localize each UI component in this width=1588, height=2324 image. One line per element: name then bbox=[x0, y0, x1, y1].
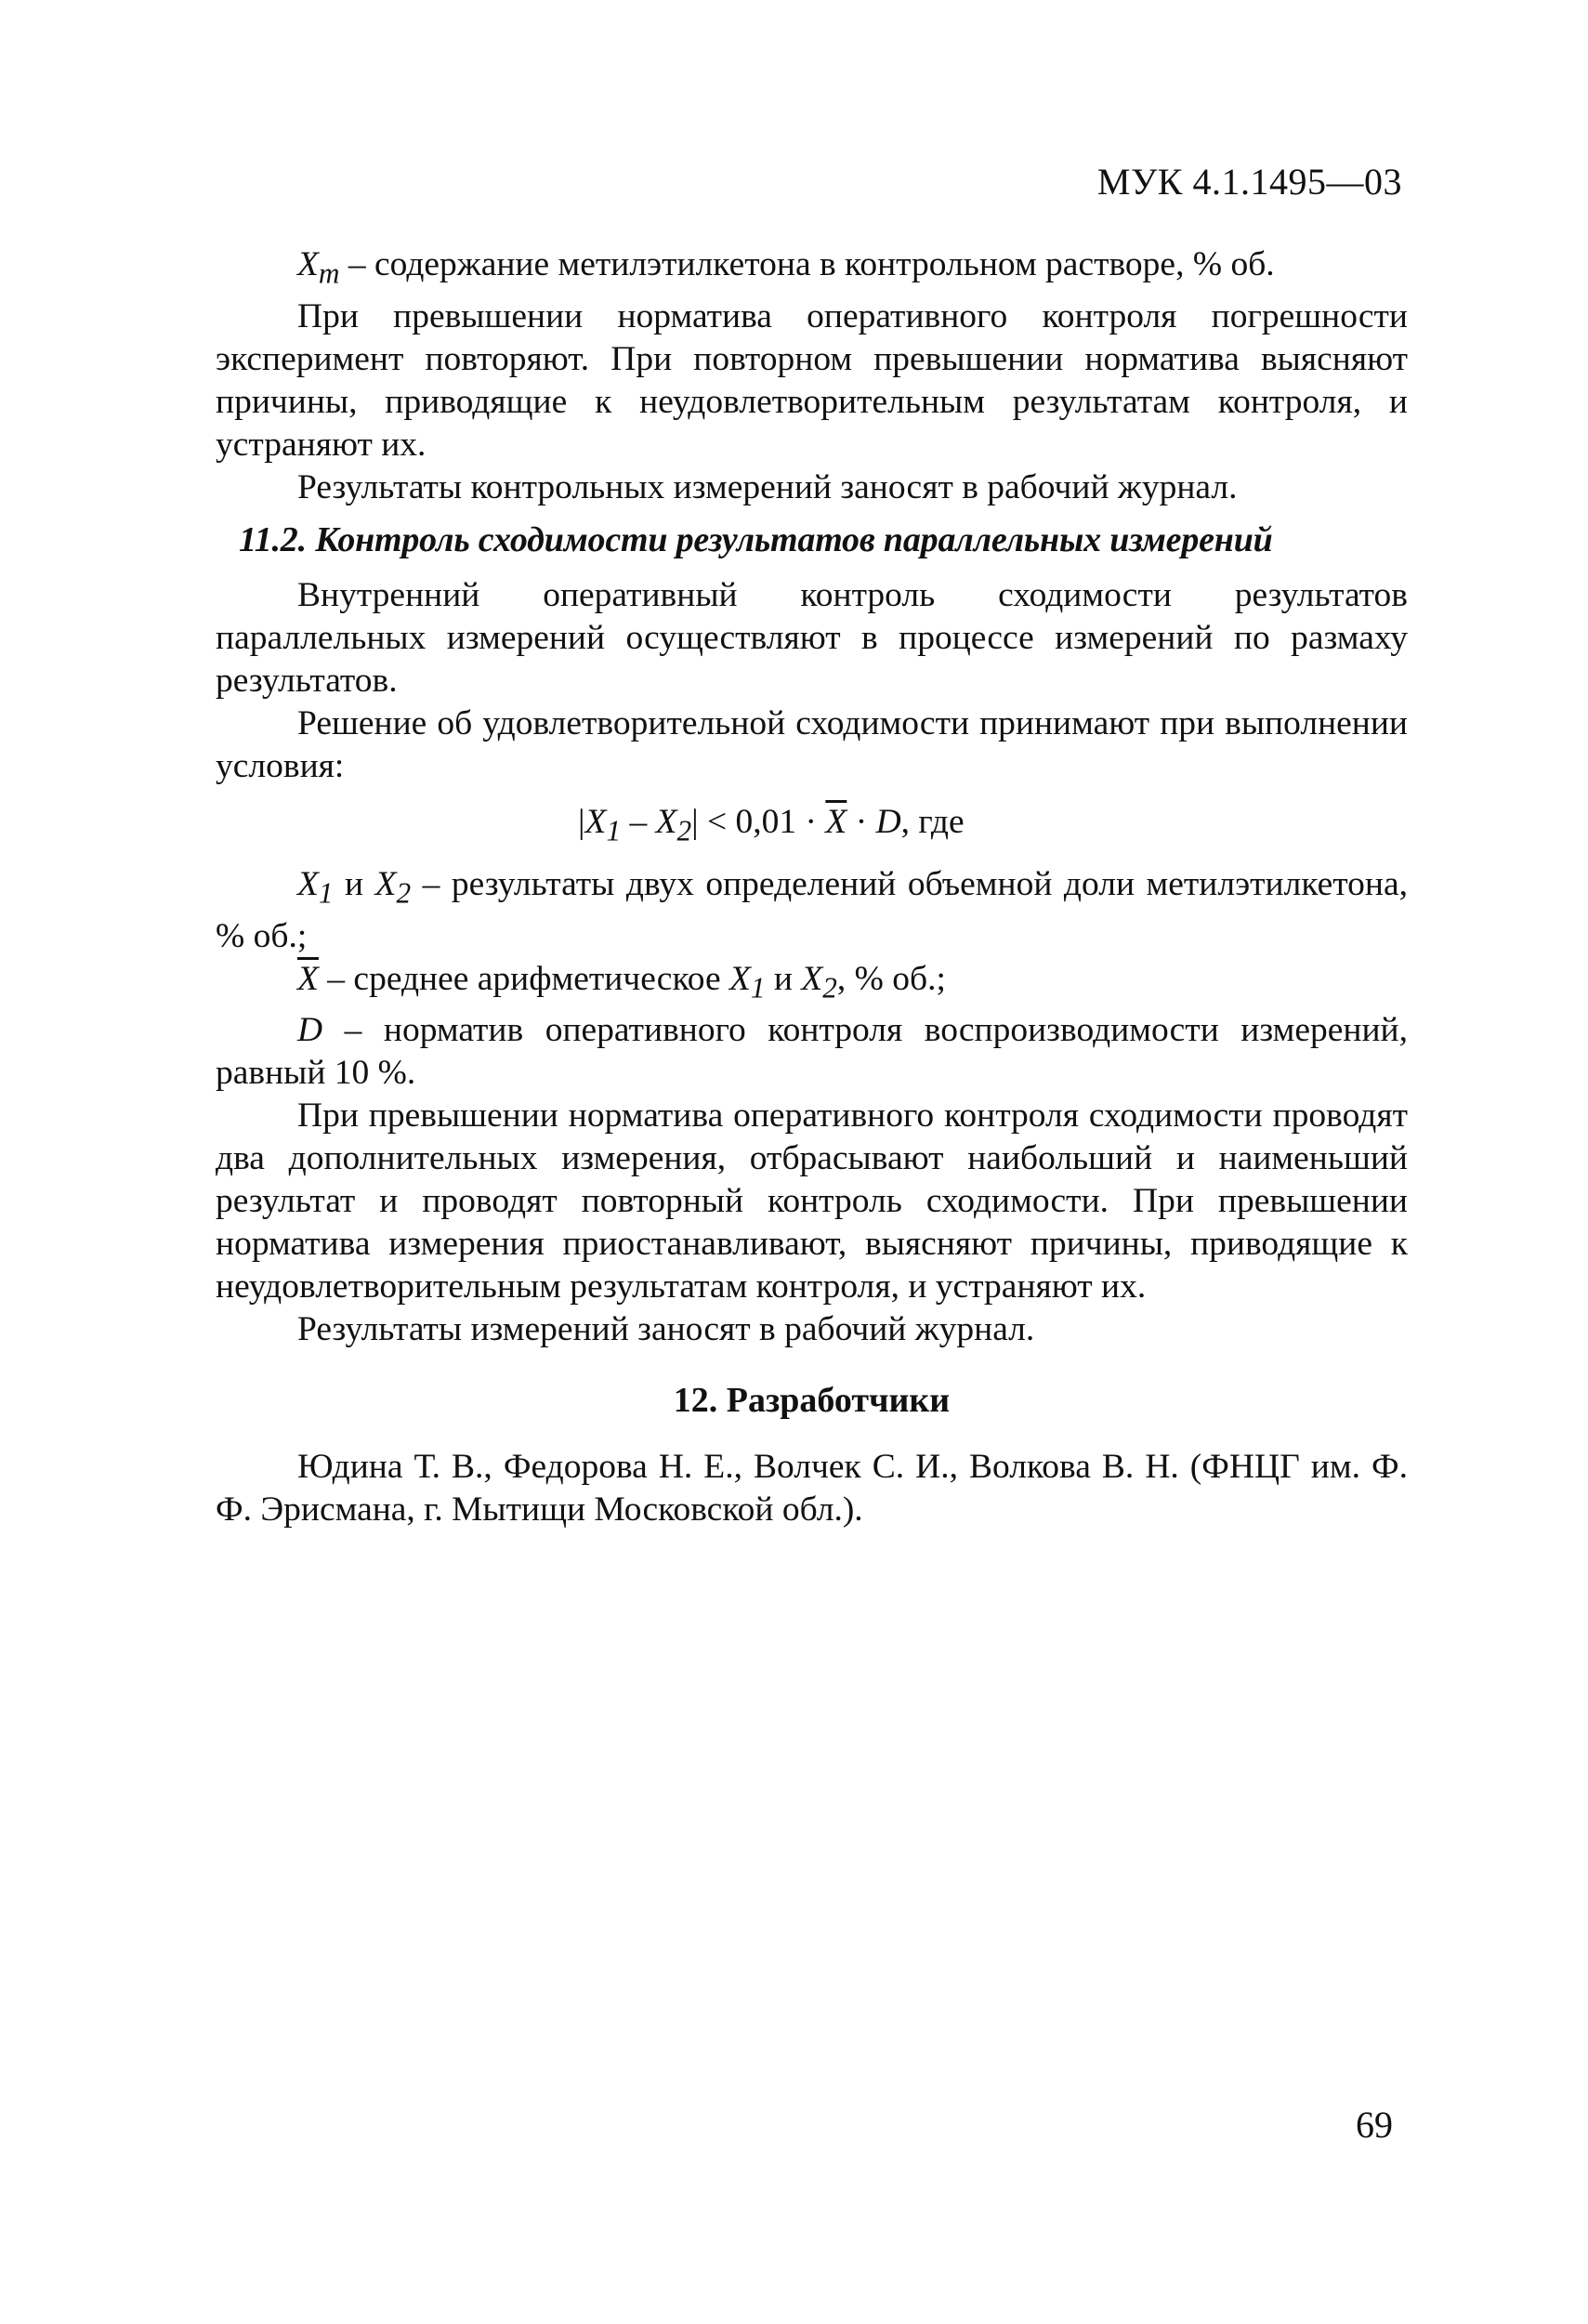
x1-x2-definition-text: – результаты двух определений объемной доли метилэтилкетона, % об.; bbox=[216, 865, 1408, 955]
d-definition-text: – норматив оперативного контроля воспроизводимости измерений, равный 10 %. bbox=[216, 1011, 1408, 1092]
paragraph-developers: Юдина Т. В., Федорова Н. Е., Волчек С. И., Волкова В. Н. (ФНЦГ им. Ф. Ф. Эрисмана, г. Мытищи Московской обл.). bbox=[216, 1448, 1408, 1529]
paragraph-internal-control: Внутренний оперативный контроль сходимости результатов параллельных измерений осуществляют в процессе измерений по размаху результатов. bbox=[216, 575, 1408, 700]
paragraph-exceed-error: При превышении норматива оперативного контроля погрешности эксперимент повторяют. При повторном превышении норматива выясняют причины, приводящие к неудовлетворительным результатам контроля, и устраняют их. bbox=[216, 296, 1408, 464]
document-id: МУК 4.1.1495—03 bbox=[1096, 161, 1402, 203]
paragraph-xbar-definition: $\overline{X}$ – среднее арифметическое $X_1$ и $X_2$, % об.; bbox=[297, 959, 946, 1004]
section-heading-12: 12. Разработчики bbox=[673, 1381, 951, 1420]
paragraph-journal-results: Результаты измерений заносят в рабочий журнал. bbox=[297, 1310, 1035, 1348]
paragraph-xm-definition bbox=[216, 243, 1408, 295]
paragraph-decision: Решение об удовлетворительной сходимости принимают при выполнении условия: bbox=[216, 703, 1408, 785]
formula-convergence: $|X_1 - X_2| < 0,01 \cdot \overline{X} \cdot D$, где bbox=[578, 802, 965, 847]
paragraph-x1-x2-definition: $X_1$ и $X_2$ – результаты двух определений объемной доли метилэтилкетона, % об.; bbox=[216, 865, 1408, 955]
symbol-xm: $X_m$ bbox=[297, 245, 340, 290]
document-body bbox=[216, 243, 1408, 1531]
xm-definition-text: – содержание метилэтилкетона в контрольном растворе, % об. bbox=[348, 245, 1275, 283]
paragraph-d-definition: D – норматив оперативного контроля воспроизводимости измерений, равный 10 %. bbox=[216, 1011, 1408, 1092]
page-number: 69 bbox=[1356, 2104, 1393, 2146]
paragraph-journal-control: Результаты контрольных измерений заносят в рабочий журнал. bbox=[297, 467, 1238, 506]
paragraph-exceed-convergence: При превышении норматива оперативного контроля сходимости проводят два дополнительных измерения, отбрасывают наибольший и наименьший результат и проводят повторный контроль сходимости. При превышении норматива измерения приостанавливают, выясняют причины, приводящие к неудовлетворительным результатам контроля, и устраняют их. bbox=[216, 1096, 1408, 1306]
section-heading-11-2: 11.2. Контроль сходимости результатов параллельных измерений bbox=[239, 519, 1273, 559]
